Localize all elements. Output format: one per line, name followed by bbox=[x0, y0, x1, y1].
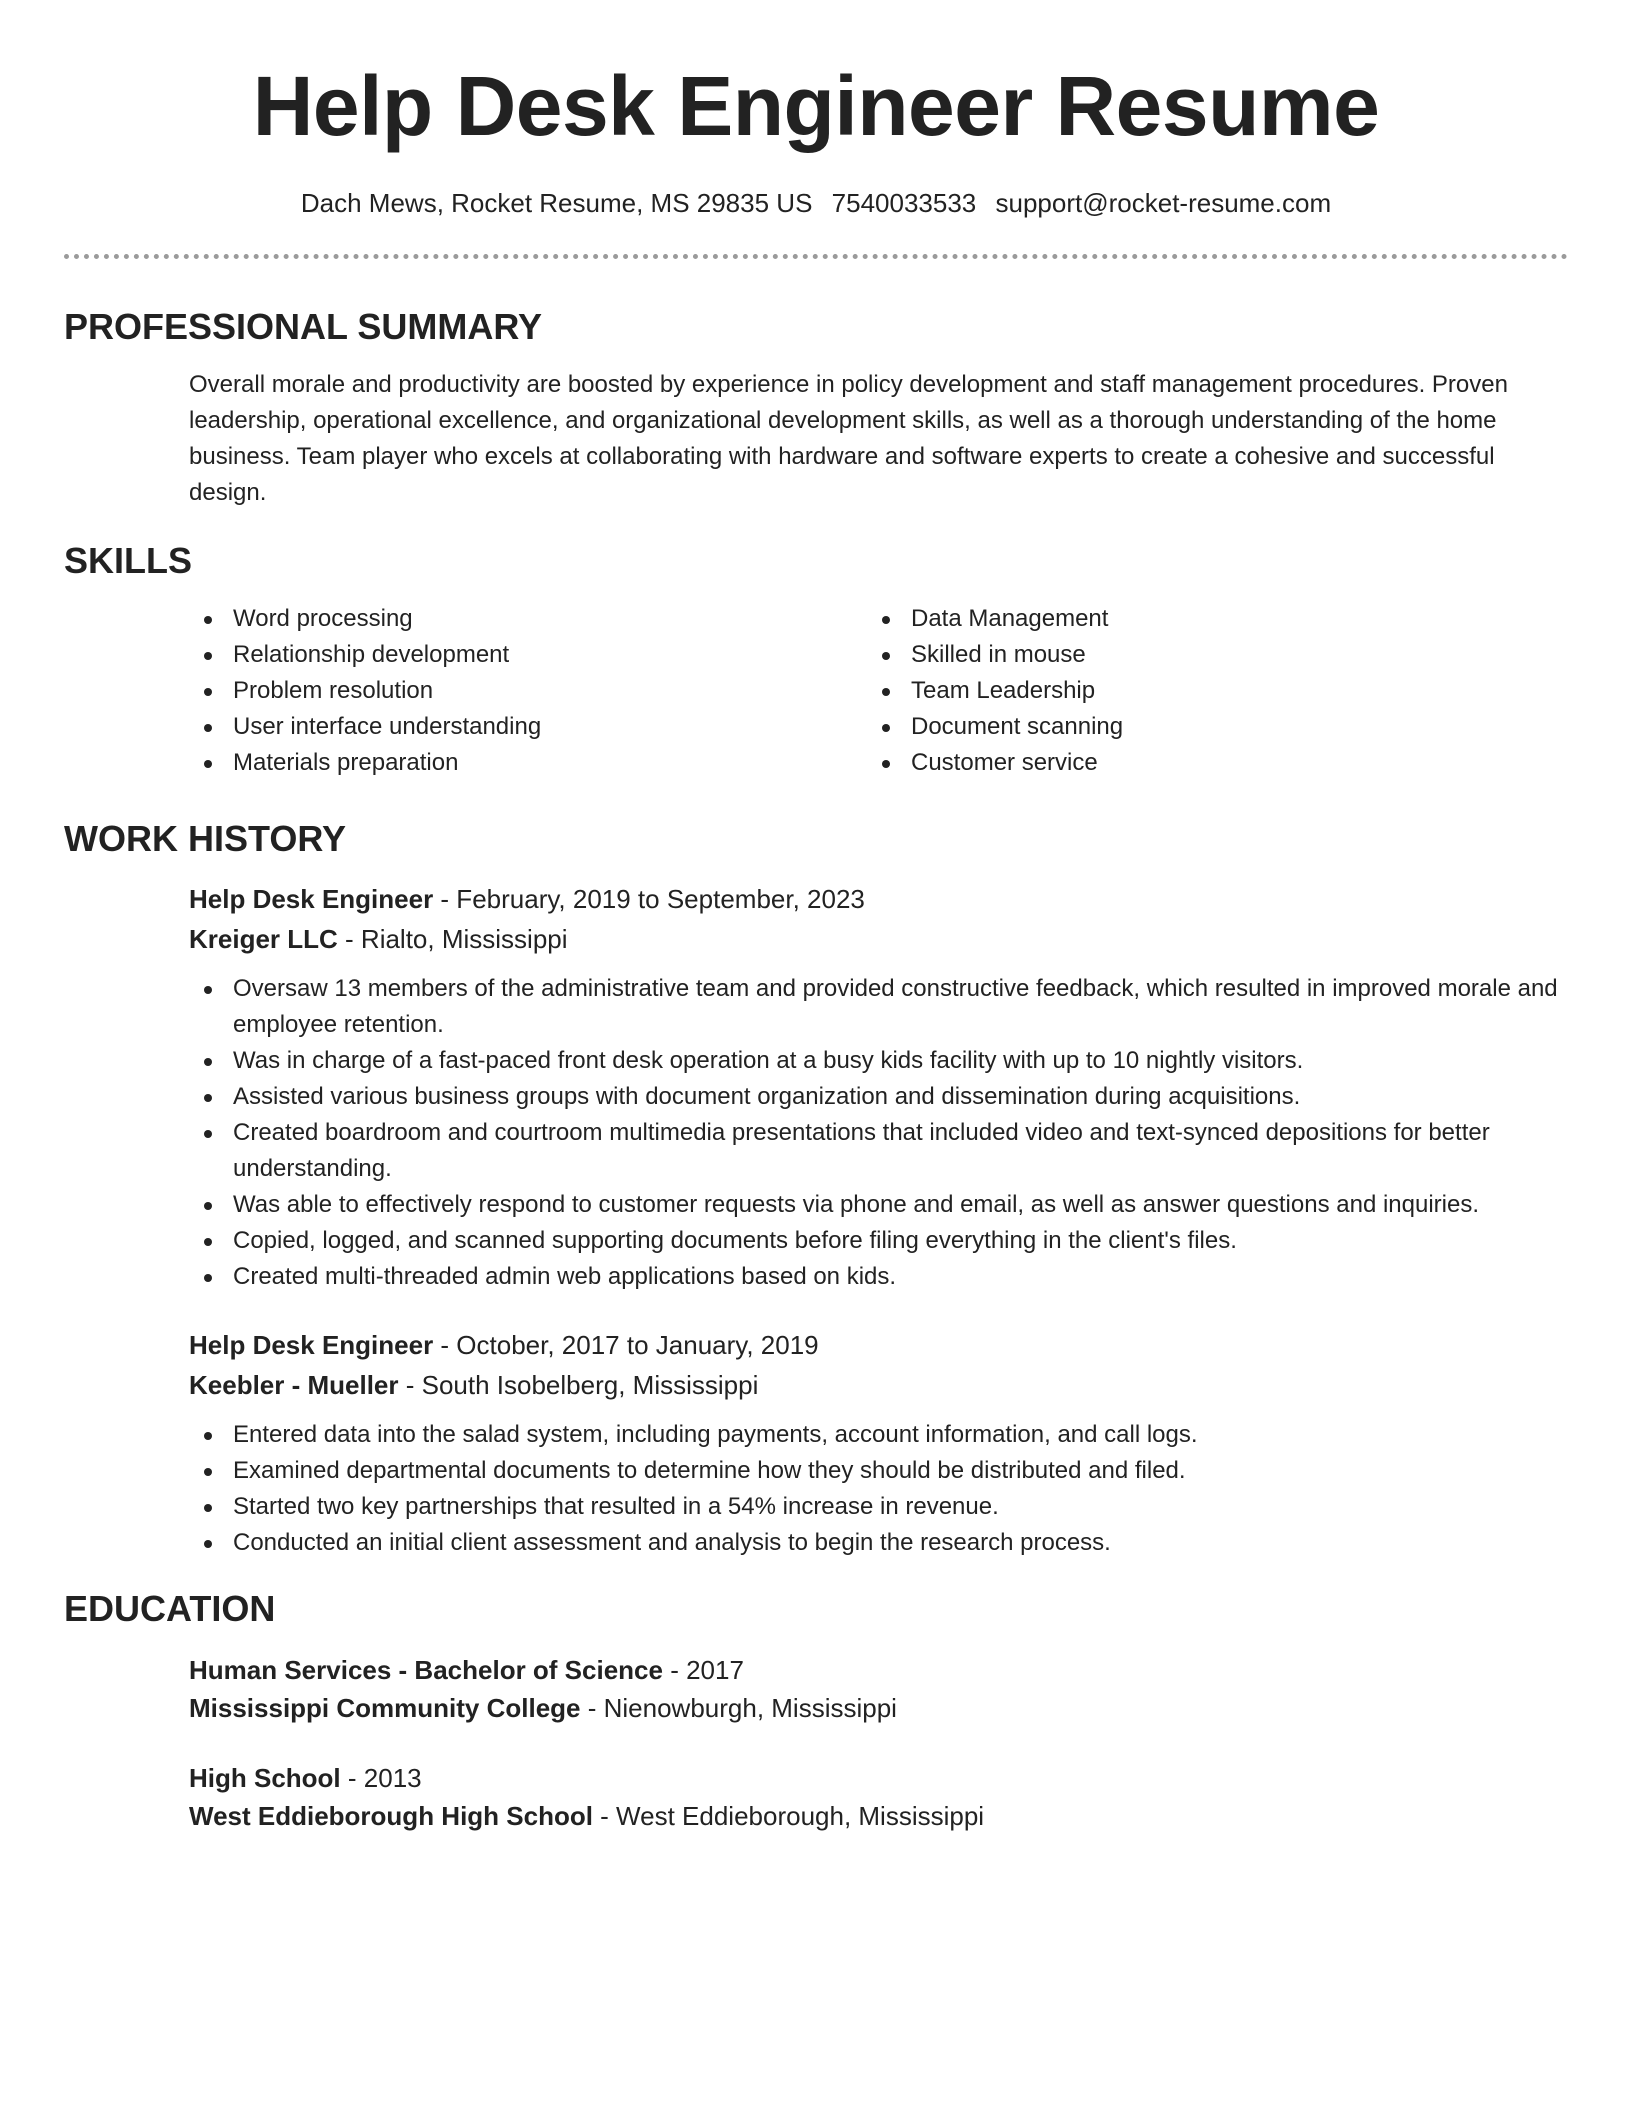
skill-item: Problem resolution bbox=[189, 673, 867, 709]
education-school: Mississippi Community College bbox=[189, 1693, 581, 1723]
skills-column-left bbox=[189, 601, 867, 781]
education-year: - 2017 bbox=[662, 1655, 744, 1685]
education-degree-line bbox=[189, 1759, 1568, 1797]
job-bullet: Copied, logged, and scanned supporting documents before filing everything in the client's files. bbox=[189, 1223, 1568, 1259]
job-location: - Rialto, Mississippi bbox=[337, 924, 568, 954]
job-bullet: Entered data into the salad system, including payments, account information, and call logs. bbox=[189, 1417, 1568, 1453]
education-entry bbox=[189, 1651, 1568, 1727]
education-school: West Eddieborough High School bbox=[189, 1801, 593, 1831]
education-degree: High School bbox=[189, 1763, 341, 1793]
job-company: Kreiger LLC bbox=[189, 924, 338, 954]
education-heading: EDUCATION bbox=[64, 1588, 276, 1629]
summary-text: Overall morale and productivity are boosted by experience in policy development and staff management procedures. Proven leadership, operational excellence, and organizational development skills, as well as a thorough understanding of the home business. Team player who excels at collaborating with hardware and software experts to create a cohesive and successful design. bbox=[189, 371, 1508, 506]
job-entry bbox=[189, 1325, 1568, 1561]
job-title: Help Desk Engineer bbox=[189, 884, 434, 914]
job-bullets bbox=[189, 1417, 1568, 1561]
education-location: - Nienowburgh, Mississippi bbox=[580, 1693, 897, 1723]
job-bullet: Was in charge of a fast-paced front desk operation at a busy kids facility with up to 10 nightly visitors. bbox=[189, 1043, 1568, 1079]
skill-item: Materials preparation bbox=[189, 745, 867, 781]
job-bullet: Assisted various business groups with document organization and dissemination during acquisitions. bbox=[189, 1079, 1568, 1115]
skill-item: Document scanning bbox=[867, 709, 1545, 745]
job-bullets bbox=[189, 971, 1568, 1295]
skill-item: Skilled in mouse bbox=[867, 637, 1545, 673]
work-history-heading: WORK HISTORY bbox=[64, 818, 347, 859]
skill-item: Relationship development bbox=[189, 637, 867, 673]
job-dates: - October, 2017 to January, 2019 bbox=[433, 1330, 819, 1360]
education-degree: Human Services - Bachelor of Science bbox=[189, 1655, 663, 1685]
job-bullet: Created multi-threaded admin web applications based on kids. bbox=[189, 1259, 1568, 1295]
education-year: - 2013 bbox=[340, 1763, 422, 1793]
job-bullet: Conducted an initial client assessment and analysis to begin the research process. bbox=[189, 1525, 1568, 1561]
job-company-line bbox=[189, 1365, 1568, 1405]
resume-page bbox=[64, 0, 1568, 1835]
skills-column-right bbox=[867, 601, 1545, 781]
job-bullet: Created boardroom and courtroom multimedia presentations that included video and text-synced depositions for better understanding. bbox=[189, 1115, 1568, 1187]
skills-heading: SKILLS bbox=[64, 540, 193, 581]
job-bullet: Examined departmental documents to determine how they should be distributed and filed. bbox=[189, 1453, 1568, 1489]
job-location: - South Isobelberg, Mississippi bbox=[398, 1370, 759, 1400]
skills-list bbox=[189, 601, 1568, 781]
education-school-line bbox=[189, 1797, 1568, 1835]
job-bullet: Oversaw 13 members of the administrative team and provided constructive feedback, which resulted in improved morale and employee retention. bbox=[189, 971, 1568, 1043]
job-company-line bbox=[189, 919, 1568, 959]
education-entry bbox=[189, 1759, 1568, 1835]
skill-item: Data Management bbox=[867, 601, 1545, 637]
education-degree-line bbox=[189, 1651, 1568, 1689]
education-location: - West Eddieborough, Mississippi bbox=[592, 1801, 985, 1831]
header-divider bbox=[64, 254, 1568, 259]
job-bullet: Was able to effectively respond to customer requests via phone and email, as well as answer questions and inquiries. bbox=[189, 1187, 1568, 1223]
job-title-line bbox=[189, 1325, 1568, 1365]
summary-heading: PROFESSIONAL SUMMARY bbox=[64, 306, 543, 347]
job-bullet: Started two key partnerships that resulted in a 54% increase in revenue. bbox=[189, 1489, 1568, 1525]
skill-item: Customer service bbox=[867, 745, 1545, 781]
contact-phone: 7540033533 bbox=[831, 188, 977, 218]
job-title: Help Desk Engineer bbox=[189, 1330, 434, 1360]
contact-line bbox=[64, 186, 1568, 220]
page-title: Help Desk Engineer Resume bbox=[252, 59, 1380, 153]
job-dates: - February, 2019 to September, 2023 bbox=[433, 884, 865, 914]
contact-email: support@rocket-resume.com bbox=[995, 188, 1332, 218]
skill-item: User interface understanding bbox=[189, 709, 867, 745]
skill-item: Team Leadership bbox=[867, 673, 1545, 709]
job-title-line bbox=[189, 879, 1568, 919]
job-entry bbox=[189, 879, 1568, 1295]
skill-item: Word processing bbox=[189, 601, 867, 637]
contact-address: Dach Mews, Rocket Resume, MS 29835 US bbox=[300, 188, 813, 218]
education-school-line bbox=[189, 1689, 1568, 1727]
job-company: Keebler - Mueller bbox=[189, 1370, 399, 1400]
